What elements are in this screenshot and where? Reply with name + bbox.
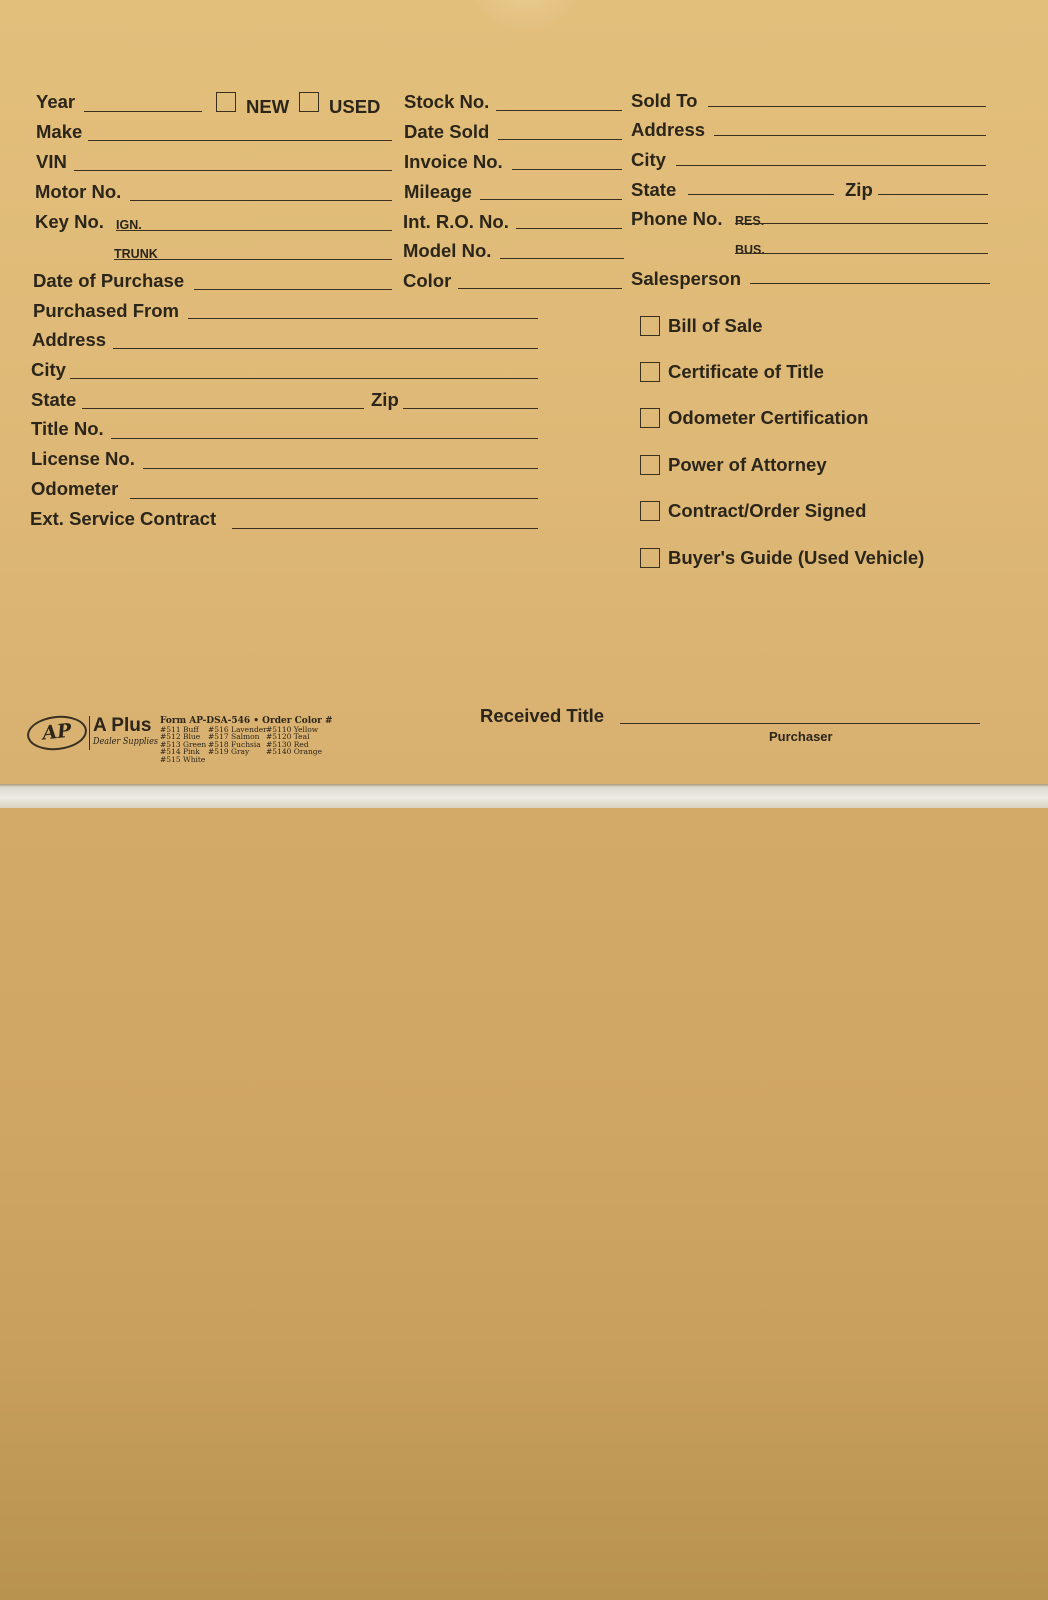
title-no-label: Title No. — [31, 418, 104, 439]
color-option: #514 Pink — [160, 747, 200, 757]
buyers-guide-checkbox[interactable] — [640, 548, 660, 568]
date-of-purchase-label: Date of Purchase — [33, 270, 185, 291]
contract-order-signed-checkbox[interactable] — [640, 501, 660, 521]
address-label: Address — [32, 329, 107, 350]
bill-of-sale-label: Bill of Sale — [668, 315, 763, 336]
state-label: State — [31, 389, 77, 410]
stock-no-field[interactable] — [496, 110, 622, 111]
order-color-list — [160, 726, 326, 763]
date-sold-label: Date Sold — [404, 121, 490, 142]
purchaser-label: Purchaser — [769, 729, 833, 744]
invoice-no-label: Invoice No. — [404, 151, 503, 172]
sold-to-city-field[interactable] — [676, 165, 986, 166]
invoice-no-field[interactable] — [512, 169, 622, 170]
mileage-label: Mileage — [404, 181, 472, 202]
power-of-attorney-checkbox[interactable] — [640, 455, 660, 475]
city-label: City — [31, 359, 66, 380]
color-option: #5120 Teal — [266, 732, 310, 742]
contract-order-signed-label: Contract/Order Signed — [668, 500, 867, 521]
model-no-field[interactable] — [500, 258, 624, 259]
used-checkbox[interactable] — [299, 92, 319, 112]
color-label: Color — [403, 270, 452, 291]
form-code: Form AP-DSA-546 • Order Color # — [160, 716, 333, 726]
city-field[interactable] — [70, 378, 538, 379]
make-label: Make — [36, 121, 83, 142]
vin-field[interactable] — [74, 170, 392, 171]
flap-fold-edge — [0, 782, 1048, 808]
color-option: #512 Blue — [160, 732, 201, 742]
sold-to-field[interactable] — [708, 106, 986, 107]
zip-field[interactable] — [403, 408, 538, 409]
stock-no-label: Stock No. — [404, 91, 490, 112]
color-option: #513 Green — [160, 739, 207, 749]
odometer-certification-label: Odometer Certification — [668, 407, 869, 428]
color-option: #5110 Yellow — [266, 725, 319, 734]
odometer-field[interactable] — [130, 498, 538, 499]
state-field[interactable] — [82, 408, 364, 409]
vin-label: VIN — [36, 151, 67, 172]
purchased-from-label: Purchased From — [33, 300, 179, 321]
sold-to-state-field[interactable] — [688, 194, 834, 195]
color-option: #515 White — [160, 754, 206, 764]
certificate-of-title-checkbox[interactable] — [640, 362, 660, 382]
color-option: #519 Gray — [208, 747, 250, 757]
trunk-label: TRUNK — [114, 247, 158, 261]
address-field[interactable] — [113, 348, 538, 349]
received-title-field[interactable] — [620, 723, 980, 724]
year-field[interactable] — [84, 111, 202, 112]
sold-to-label: Sold To — [631, 90, 698, 111]
new-label: NEW — [246, 96, 290, 117]
purchased-from-field[interactable] — [188, 318, 538, 319]
int-ro-no-field[interactable] — [516, 228, 622, 229]
bus-label: BUS. — [735, 243, 765, 257]
key-ign-field[interactable] — [116, 230, 392, 231]
make-field[interactable] — [88, 140, 392, 141]
color-option: #518 Fuchsia — [208, 739, 261, 749]
motor-no-label: Motor No. — [35, 181, 122, 202]
ign-label: IGN. — [116, 218, 142, 232]
phone-res-field[interactable] — [735, 223, 988, 224]
color-option: #5130 Red — [266, 739, 309, 749]
new-checkbox[interactable] — [216, 92, 236, 112]
buyers-guide-label: Buyer's Guide (Used Vehicle) — [668, 547, 925, 568]
year-label: Year — [36, 91, 76, 112]
color-option: #517 Salmon — [208, 732, 260, 742]
sold-to-zip-field[interactable] — [878, 194, 988, 195]
int-ro-no-label: Int. R.O. No. — [403, 211, 509, 232]
mileage-field[interactable] — [480, 199, 622, 200]
date-of-purchase-field[interactable] — [194, 289, 392, 290]
title-no-field[interactable] — [111, 438, 538, 439]
logo-divider — [89, 716, 90, 750]
aplus-logo-mark: AP — [25, 713, 88, 753]
salesperson-label: Salesperson — [631, 268, 742, 289]
color-field[interactable] — [458, 288, 622, 289]
power-of-attorney-label: Power of Attorney — [668, 454, 827, 475]
key-no-label: Key No. — [35, 211, 104, 232]
salesperson-field[interactable] — [750, 283, 990, 284]
phone-no-label: Phone No. — [631, 208, 723, 229]
color-option: #516 Lavender — [208, 725, 267, 734]
ext-service-contract-label: Ext. Service Contract — [30, 508, 217, 529]
color-option: #511 Buff — [160, 725, 199, 734]
key-trunk-field[interactable] — [114, 259, 392, 260]
motor-no-field[interactable] — [130, 200, 392, 201]
certificate-of-title-label: Certificate of Title — [668, 361, 824, 382]
phone-bus-field[interactable] — [735, 253, 988, 254]
license-no-label: License No. — [31, 448, 135, 469]
brand-name: A Plus — [93, 715, 152, 736]
model-no-label: Model No. — [403, 240, 492, 261]
zip-label: Zip — [371, 389, 399, 410]
sold-to-zip-label: Zip — [845, 179, 873, 200]
envelope-flap — [0, 0, 1048, 784]
odometer-certification-checkbox[interactable] — [640, 408, 660, 428]
flap-notch — [470, 0, 580, 30]
ext-service-contract-field[interactable] — [232, 528, 538, 529]
sold-to-address-label: Address — [631, 119, 706, 140]
color-option: #5140 Orange — [266, 747, 323, 757]
used-label: USED — [329, 96, 381, 117]
envelope-body — [0, 808, 1048, 1600]
odometer-label: Odometer — [31, 478, 119, 499]
license-no-field[interactable] — [143, 468, 538, 469]
sold-to-state-label: State — [631, 179, 677, 200]
res-label: RES. — [735, 214, 765, 228]
brand-subtitle: Dealer Supplies — [93, 736, 159, 747]
sold-to-address-field[interactable] — [714, 135, 986, 136]
bill-of-sale-checkbox[interactable] — [640, 316, 660, 336]
received-title-label: Received Title — [480, 705, 605, 726]
sold-to-city-label: City — [631, 149, 666, 170]
date-sold-field[interactable] — [498, 139, 622, 140]
